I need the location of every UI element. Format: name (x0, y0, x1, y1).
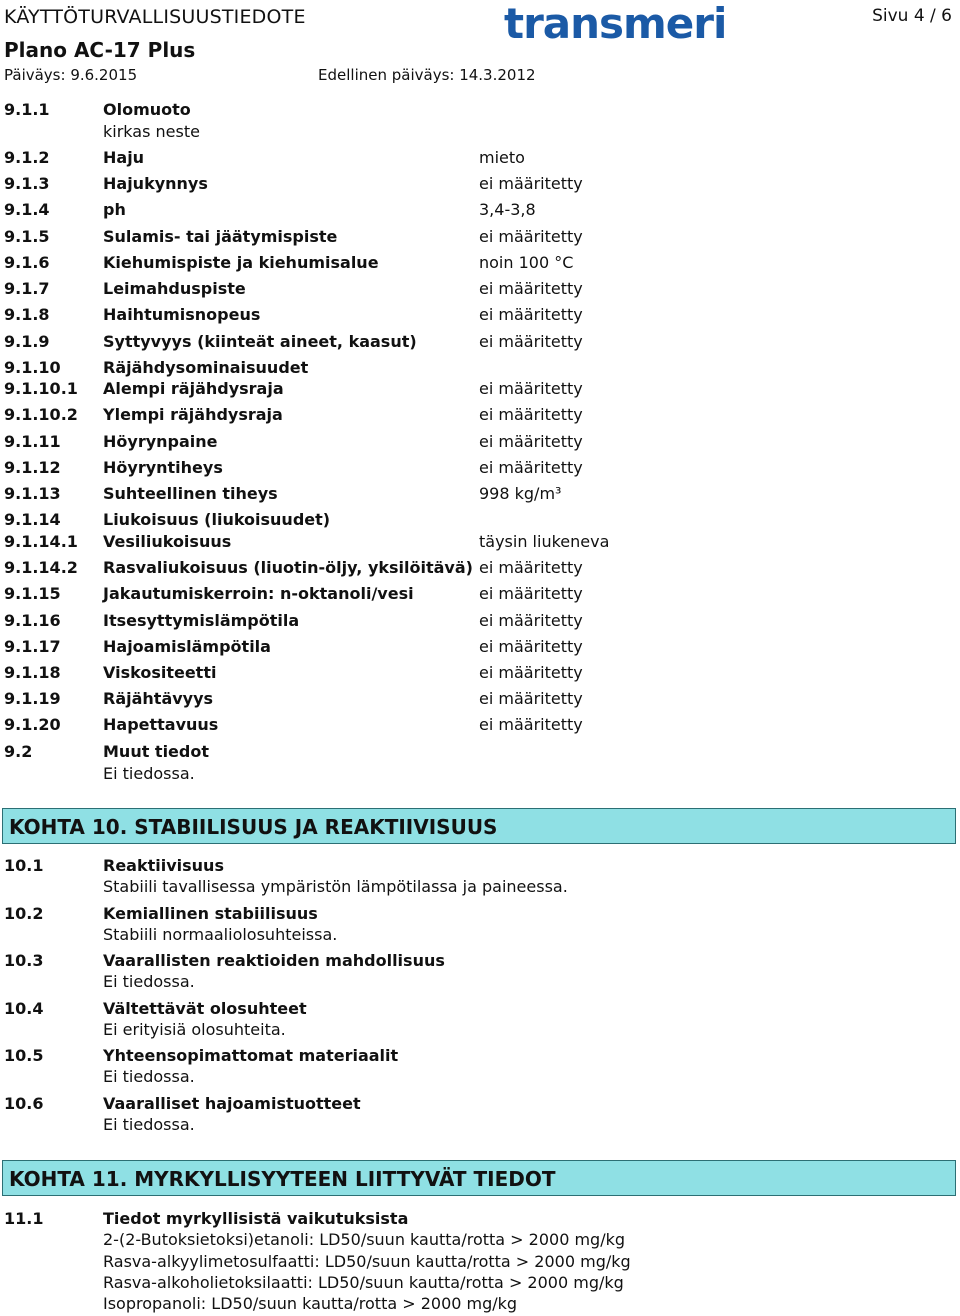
property-label: Viskositeetti (103, 663, 217, 682)
section-11-item (4, 1208, 956, 1230)
property-row (4, 99, 956, 121)
item-label: Tiedot myrkyllisistä vaikutuksista (103, 1209, 409, 1228)
property-value: ei määritetty (479, 405, 583, 424)
property-label: Alempi räjähdysraja (103, 379, 284, 398)
property-row (4, 378, 956, 400)
property-row (4, 557, 956, 579)
property-row (4, 331, 956, 353)
property-value: ei määritetty (479, 558, 583, 577)
toxicity-line: Rasva-alkyylimetosulfaatti: LD50/suun kautta/rotta > 2000 mg/kg (103, 1252, 631, 1271)
olomuoto-text: kirkas neste (103, 122, 200, 141)
property-number: 9.1.14 (4, 510, 61, 529)
property-row (4, 714, 956, 736)
property-value: ei määritetty (479, 611, 583, 630)
property-value: ei määritetty (479, 458, 583, 477)
property-label: Räjähtävyys (103, 689, 214, 708)
section-10-item (4, 998, 956, 1020)
item-text: Ei tiedossa. (103, 1067, 195, 1086)
section-10-title: KOHTA 10. STABIILISUUS JA REAKTIIVISUUS (9, 815, 498, 839)
document-type: KÄYTTÖTURVALLISUUSTIEDOTE (4, 6, 306, 28)
property-label: Haju (103, 148, 145, 167)
document-header (4, 4, 956, 88)
item-text: Ei tiedossa. (103, 972, 195, 991)
property-number: 9.1.9 (4, 332, 50, 351)
property-row (4, 173, 956, 195)
property-label: Sulamis- tai jäätymispiste (103, 227, 338, 246)
property-number: 9.1.17 (4, 637, 61, 656)
item-number: 10.5 (4, 1046, 44, 1065)
property-value: täysin liukeneva (479, 532, 610, 551)
property-row (4, 662, 956, 684)
section-10-item (4, 903, 956, 925)
item-number: 10.3 (4, 951, 44, 970)
property-row (4, 199, 956, 221)
item-label: Reaktiivisuus (103, 856, 224, 875)
section-11-title: KOHTA 11. MYRKYLLISYYTEEN LIITTYVÄT TIEDOT (9, 1167, 556, 1191)
item-label: Vältettävät olosuhteet (103, 999, 307, 1018)
item-text: Ei erityisiä olosuhteita. (103, 1020, 286, 1039)
property-value: ei määritetty (479, 279, 583, 298)
item-label: Vaarallisten reaktioiden mahdollisuus (103, 951, 445, 970)
property-label: Haihtumisnopeus (103, 305, 261, 324)
property-label: Ylempi räjähdysraja (103, 405, 283, 424)
item-number: 10.4 (4, 999, 44, 1018)
property-label: Kiehumispiste ja kiehumisalue (103, 253, 379, 272)
property-number: 9.1.20 (4, 715, 61, 734)
property-row (4, 483, 956, 505)
muut-tiedot-text: Ei tiedossa. (103, 764, 195, 783)
section-10-item (4, 855, 956, 877)
property-value: noin 100 °C (479, 253, 574, 272)
property-value: ei määritetty (479, 379, 583, 398)
property-value: ei määritetty (479, 715, 583, 734)
item-text: Ei tiedossa. (103, 1115, 195, 1134)
property-label: Hajukynnys (103, 174, 208, 193)
logo-text: transmeri (504, 2, 727, 46)
property-row (4, 304, 956, 326)
property-label: Höyryntiheys (103, 458, 223, 477)
item-text: Stabiili normaaliolosuhteissa. (103, 925, 338, 944)
property-value: mieto (479, 148, 525, 167)
property-row (4, 252, 956, 274)
property-number: 9.1.10 (4, 358, 61, 377)
property-value: ei määritetty (479, 584, 583, 603)
section-10-item (4, 1045, 956, 1067)
property-label: Syttyvyys (kiinteät aineet, kaasut) (103, 332, 417, 351)
property-number: 9.1.15 (4, 584, 61, 603)
property-value: ei määritetty (479, 227, 583, 246)
property-label: Muut tiedot (103, 742, 209, 761)
property-label: Rasvaliukoisuus (liuotin-öljy, yksilöitävä) (103, 558, 473, 577)
property-number: 9.1.1 (4, 100, 50, 119)
property-label: Leimahduspiste (103, 279, 246, 298)
property-number: 9.1.5 (4, 227, 50, 246)
property-value: ei määritetty (479, 305, 583, 324)
property-number: 9.1.8 (4, 305, 50, 324)
property-number: 9.1.13 (4, 484, 61, 503)
transmeri-logo (504, 2, 734, 46)
property-number: 9.1.11 (4, 432, 61, 451)
property-row (4, 636, 956, 658)
property-value: ei määritetty (479, 663, 583, 682)
property-label: Hajoamislämpötila (103, 637, 271, 656)
property-label: Höyrynpaine (103, 432, 218, 451)
property-value: ei määritetty (479, 637, 583, 656)
property-value: 998 kg/m³ (479, 484, 562, 503)
property-row (4, 509, 956, 531)
section-10-header (2, 808, 956, 844)
property-value: 3,4-3,8 (479, 200, 536, 219)
toxicity-line: Rasva-alkoholietoksilaatti: LD50/suun kautta/rotta > 2000 mg/kg (103, 1273, 624, 1292)
page-number: Sivu 4 / 6 (872, 6, 952, 26)
toxicity-line: 2-(2-Butoksietoksi)etanoli: LD50/suun kautta/rotta > 2000 mg/kg (103, 1230, 626, 1249)
item-text: Stabiili tavallisessa ympäristön lämpötilassa ja paineessa. (103, 877, 568, 896)
property-number: 9.1.4 (4, 200, 50, 219)
property-label: Hapettavuus (103, 715, 219, 734)
section-10-item (4, 950, 956, 972)
property-label: ph (103, 200, 126, 219)
property-row (4, 531, 956, 553)
property-number: 9.1.2 (4, 148, 50, 167)
property-number: 9.1.12 (4, 458, 61, 477)
property-row (4, 583, 956, 605)
section-10-item (4, 1093, 956, 1115)
property-row (4, 431, 956, 453)
property-row (4, 226, 956, 248)
property-row (4, 610, 956, 632)
toxicity-line: Isopropanoli: LD50/suun kautta/rotta > 2000 mg/kg (103, 1294, 518, 1313)
property-value: ei määritetty (479, 332, 583, 351)
property-number: 9.1.14.2 (4, 558, 78, 577)
property-number: 9.1.16 (4, 611, 61, 630)
property-row (4, 147, 956, 169)
property-number: 9.2 (4, 742, 33, 761)
property-value: ei määritetty (479, 174, 583, 193)
property-row (4, 457, 956, 479)
property-row (4, 357, 956, 379)
property-value: ei määritetty (479, 432, 583, 451)
property-label: Räjähdysominaisuudet (103, 358, 309, 377)
item-number: 11.1 (4, 1209, 44, 1228)
property-number: 9.1.18 (4, 663, 61, 682)
item-label: Vaaralliset hajoamistuotteet (103, 1094, 361, 1113)
property-value: ei määritetty (479, 689, 583, 708)
item-label: Kemiallinen stabiilisuus (103, 904, 318, 923)
item-number: 10.1 (4, 856, 44, 875)
item-label: Yhteensopimattomat materiaalit (103, 1046, 399, 1065)
product-name: Plano AC-17 Plus (4, 38, 196, 62)
property-row (4, 404, 956, 426)
property-number: 9.1.14.1 (4, 532, 78, 551)
item-number: 10.6 (4, 1094, 44, 1113)
property-number: 9.1.10.2 (4, 405, 78, 424)
section-11-header (2, 1160, 956, 1196)
property-label: Jakautumiskerroin: n-oktanoli/vesi (103, 584, 414, 603)
property-number: 9.1.7 (4, 279, 50, 298)
property-number: 9.1.10.1 (4, 379, 78, 398)
property-number: 9.1.6 (4, 253, 50, 272)
property-label: Olomuoto (103, 100, 191, 119)
property-label: Liukoisuus (liukoisuudet) (103, 510, 331, 529)
property-label: Vesiliukoisuus (103, 532, 232, 551)
property-number: 9.1.3 (4, 174, 50, 193)
previous-date: Edellinen päiväys: 14.3.2012 (318, 66, 536, 84)
property-number: 9.1.19 (4, 689, 61, 708)
property-label: Itsesyttymislämpötila (103, 611, 300, 630)
property-row (4, 688, 956, 710)
property-row (4, 741, 956, 763)
property-row (4, 278, 956, 300)
item-number: 10.2 (4, 904, 44, 923)
issue-date: Päiväys: 9.6.2015 (4, 66, 138, 84)
property-label: Suhteellinen tiheys (103, 484, 278, 503)
